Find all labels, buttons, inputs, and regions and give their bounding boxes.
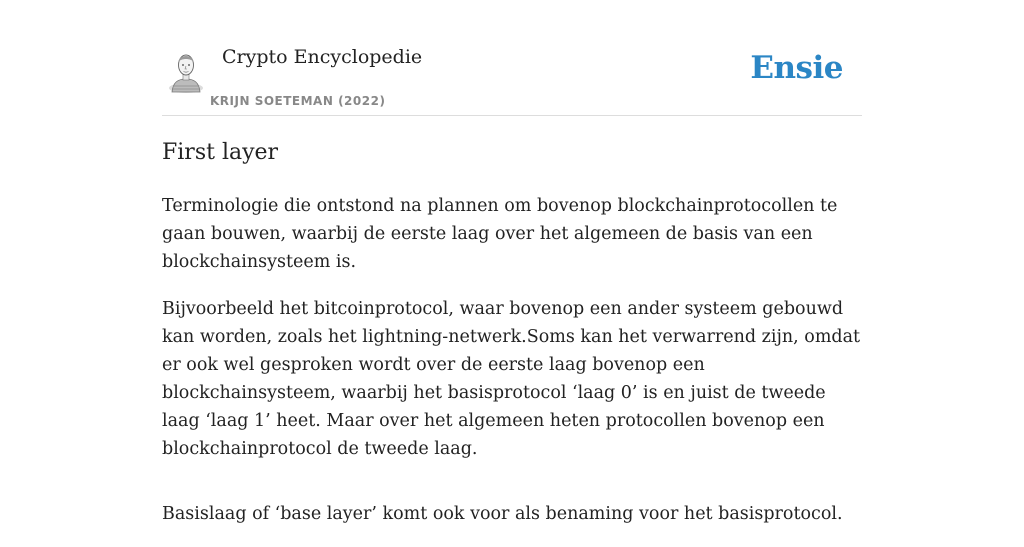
entry-paragraph: Bijvoorbeeld het bitcoinprotocol, waar bovenop een ander systeem gebouwd kan worden, zoals het lightning-netwerk.Soms kan het verwarrend zijn, omdat er ook wel gesproken wordt over de eerste laag bovenop een blockchainsysteem, waarbij het basisprotocol ‘laag 0’ is en juist de tweede laag ‘laag 1’ heet. Maar over het algemeen heten protocollen bovenop een blockchainprotocol de tweede laag.	[162, 299, 861, 459]
encyclopedia-title-link[interactable]: Crypto Encyclopedie	[222, 46, 423, 68]
entry-paragraph: Terminologie die ontstond na plannen om bovenop blockchainprotocollen te gaan bouwen, waarbij de eerste laag over het algemeen de basis van een blockchainsysteem is.	[162, 196, 838, 272]
header	[162, 40, 862, 116]
entry-title: First layer	[162, 140, 279, 165]
brand-logo[interactable]: Ensie	[750, 50, 843, 86]
author-credit[interactable]: KRIJN SOETEMAN (2022)	[210, 94, 386, 108]
entry-paragraph: Basislaag of ‘base layer’ komt ook voor als benaming voor het basisprotocol.	[162, 504, 843, 524]
author-portrait-icon[interactable]	[164, 48, 208, 92]
entry-body	[162, 192, 862, 547]
